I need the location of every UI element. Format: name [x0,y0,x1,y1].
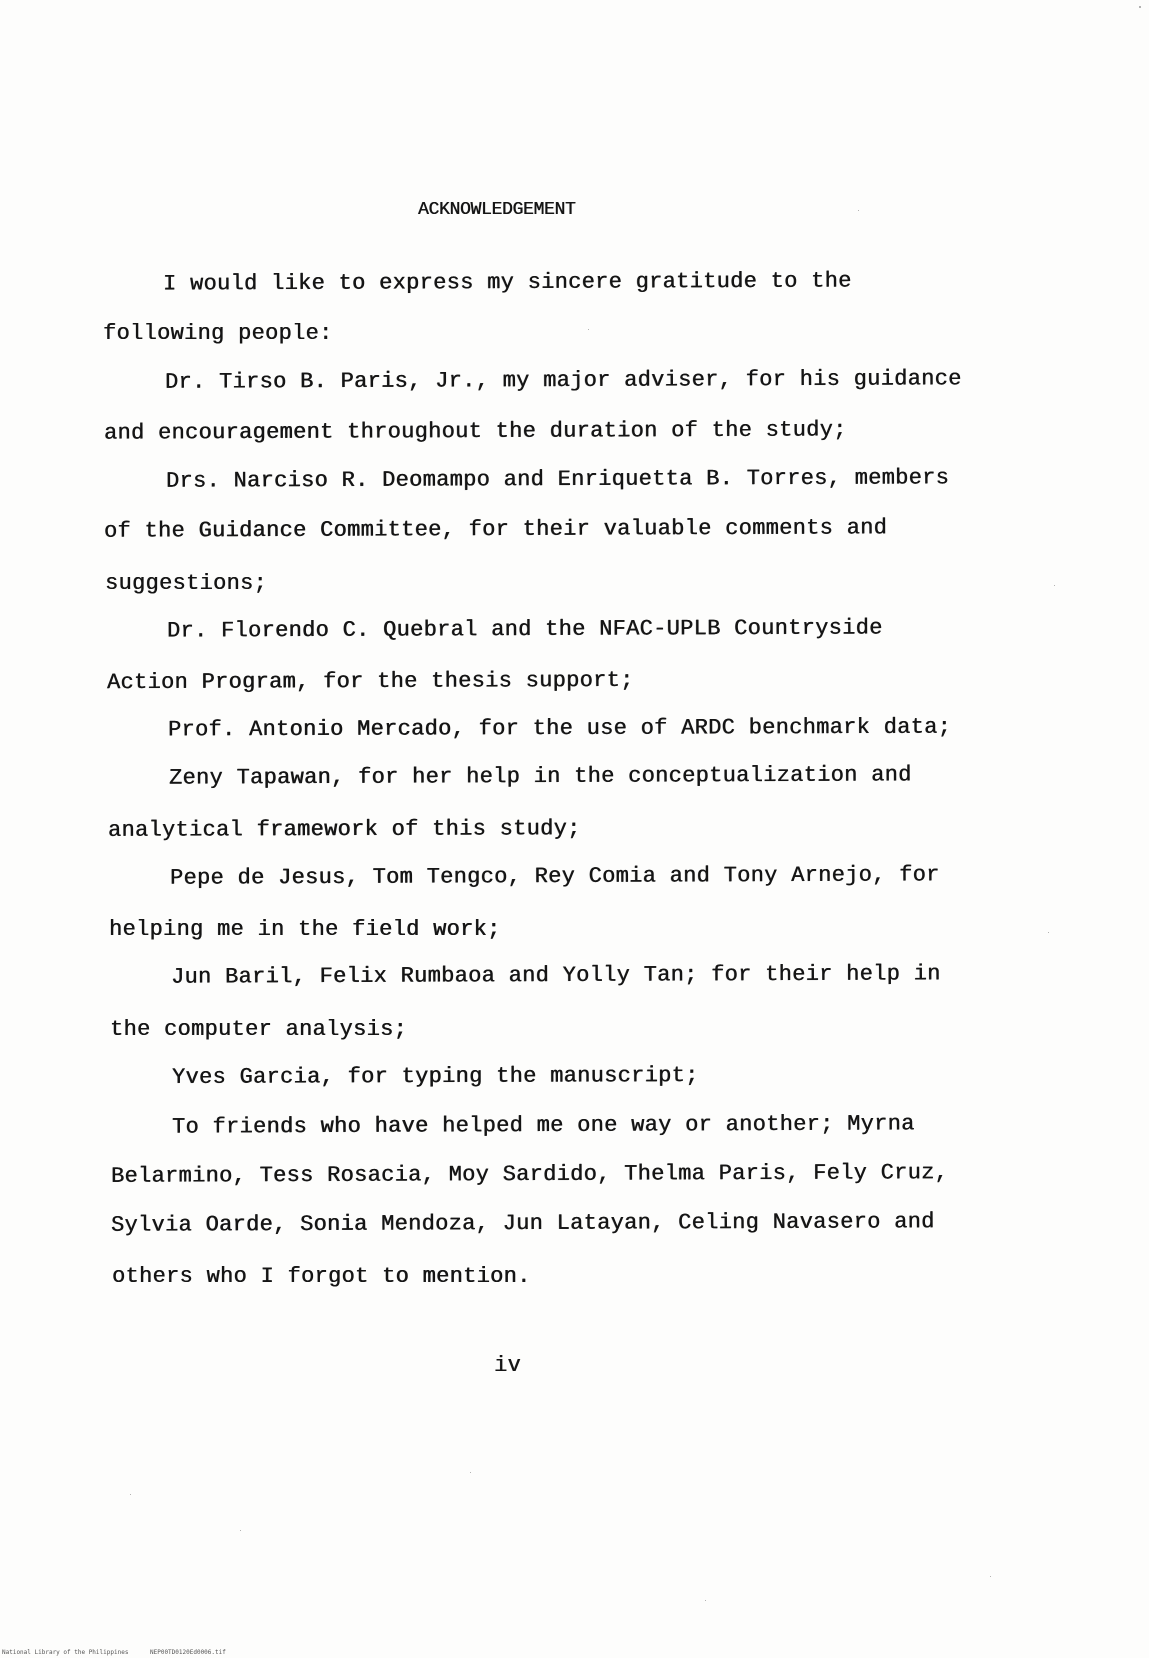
scan-speck [705,1600,706,1601]
text-line: Dr. Tirso B. Paris, Jr., my major adviser, for his guidance [164,366,962,395]
scan-speck [858,210,859,211]
text-line: I would like to express my sincere gratitude to the [162,268,852,297]
text-line: Sylvia Oarde, Sonia Mendoza, Jun Latayan, Celing Navasero and [110,1209,935,1238]
footer-file-id: NEP00TD0120Ed0006.tif [150,1649,226,1656]
text-line: Prof. Antonio Mercado, for the use of ARDC benchmark data; [167,714,952,743]
page-title: ACKNOWLEDGEMENT [418,200,576,220]
text-line: Action Program, for the thesis support; [106,667,634,696]
text-line: Pepe de Jesus, Tom Tengco, Rey Comia and Tony Arnejo, for [169,862,940,891]
text-line: analytical framework of this study; [107,816,581,843]
text-line: Zeny Tapawan, for her help in the conceptualization and [168,762,912,791]
scan-speck [990,1576,991,1577]
text-line: Drs. Narciso R. Deomampo and Enriquetta B. Torres, members [165,465,950,494]
scan-speck [1054,585,1055,586]
scan-speck [470,1472,471,1473]
text-line: Dr. Florendo C. Quebral and the NFAC-UPLB Countryside [166,615,883,644]
scan-speck [1139,6,1141,8]
scan-speck [240,1530,241,1531]
text-line: of the Guidance Committee, for their valuable comments and [103,515,888,544]
text-line: Belarmino, Tess Rosacia, Moy Sardido, Thelma Paris, Fely Cruz, [110,1160,949,1189]
text-line: helping me in the field work; [109,917,501,942]
scan-speck [588,329,589,330]
text-line: Jun Baril, Felix Rumbaoa and Yolly Tan; for their help in [170,961,941,990]
page-number: iv [494,1353,522,1378]
text-line: the computer analysis; [110,1017,408,1042]
text-line: others who I forgot to mention. [112,1264,531,1289]
text-line: Yves Garcia, for typing the manuscript; [171,1063,699,1090]
text-line: To friends who have helped me one way or another; Myrna [171,1111,915,1140]
text-line: suggestions; [105,571,268,596]
footer-library: National Library of the Philippines [2,1649,129,1656]
text-line: following people: [103,321,333,346]
scan-speck [130,1494,131,1495]
scan-speck [1048,932,1049,933]
text-line: and encouragement throughout the duration of the study; [103,417,847,446]
